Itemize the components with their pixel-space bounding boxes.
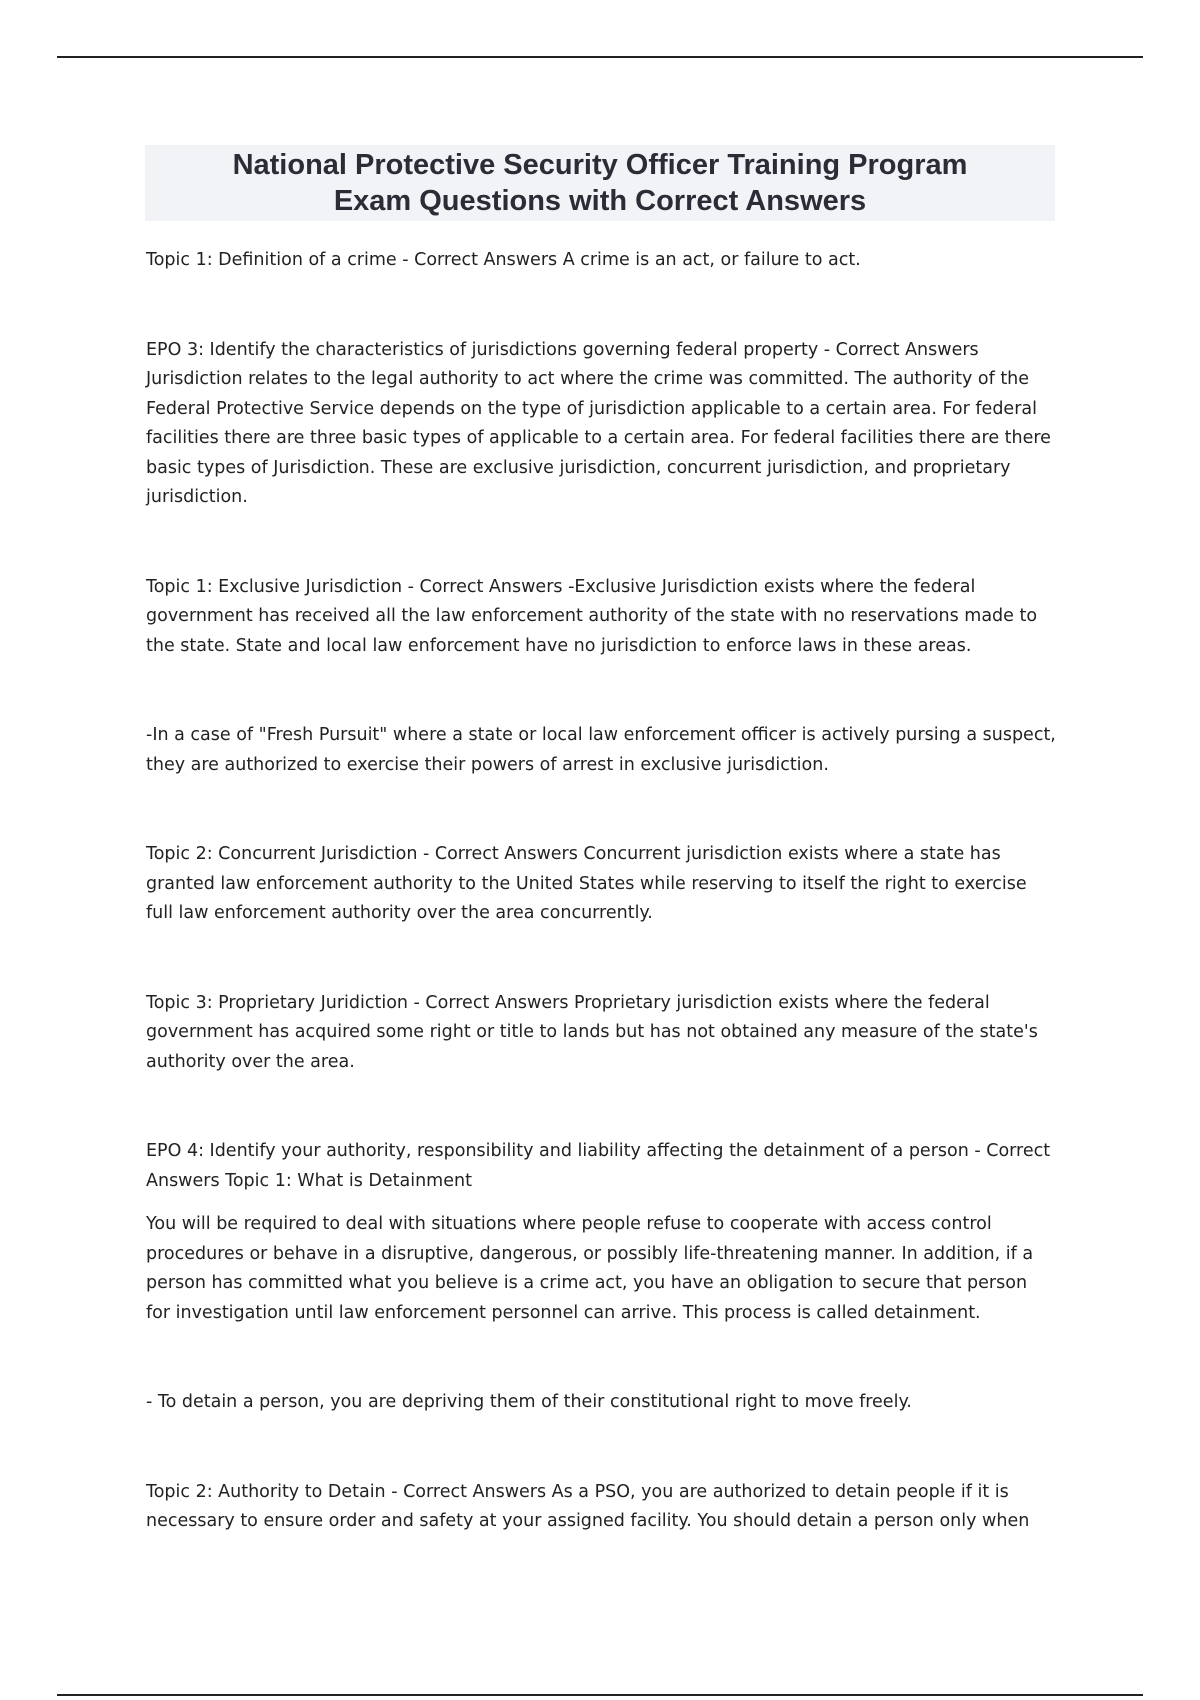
paragraph-detainment-explanation: You will be required to deal with situations where people refuse to cooperate with access control procedures or behave in a disruptive, dangerous, or possibly life-threatening manner. In addition, if a person has committed what you believe is a crime act, you have an obligation to secure that person for investigation until law enforcement personnel can arrive. This process is called detainment. [146, 1214, 1034, 1323]
paragraph-crime-definition: Topic 1: Definition of a crime - Correct Answers A crime is an act, or failure to act. [146, 250, 861, 270]
paragraph-authority-to-detain: Topic 2: Authority to Detain - Correct Answers As a PSO, you are authorized to detain people if it is necessary to ensure order and safety at your assigned facility. You should detain a person only when [146, 1481, 1030, 1531]
paragraph-epo3-jurisdictions: EPO 3: Identify the characteristics of jurisdictions governing federal property - Correct Answers Jurisdiction relates to the legal authority to act where the crime was committed. The authority of the Federal Protective Service depends on the type of jurisdiction applicable to a certain area. For federal facilities there are three basic types of applicable to a certain area. For federal facilities there are there basic types of Jurisdiction. These are exclusive jurisdiction, concurrent jurisdiction, and proprietary jurisdiction. [146, 339, 1051, 507]
paragraph-concurrent-jurisdiction: Topic 2: Concurrent Jurisdiction - Correct Answers Concurrent jurisdiction exists where a state has granted law enforcement authority to the United States while reserving to itself the right to exercise full law enforcement authority over the area concurrently. [146, 844, 1027, 923]
paragraph-detain-constitutional-right: - To detain a person, you are depriving them of their constitutional right to move freely. [146, 1392, 912, 1412]
paragraph-proprietary-jurisdiction: Topic 3: Proprietary Juridiction - Correct Answers Proprietary jurisdiction exists where the federal government has acquired some right or title to lands but has not obtained any measure of the state's authority over the area. [146, 992, 1038, 1072]
document-title-line-2: Exam Questions with Correct Answers [333, 185, 867, 217]
document-title-banner [145, 145, 1055, 221]
document-title-line-1: National Protective Security Officer Training Program [232, 149, 968, 181]
paragraph-exclusive-jurisdiction: Topic 1: Exclusive Jurisdiction - Correct Answers -Exclusive Jurisdiction exists where the federal government has received all the law enforcement authority of the state with no reservations made to the state. State and local law enforcement have no jurisdiction to enforce laws in these areas. [146, 576, 1038, 656]
bottom-rule [57, 1694, 1143, 1696]
top-rule [57, 56, 1143, 58]
document-body [146, 246, 1056, 1537]
paragraph-fresh-pursuit: -In a case of "Fresh Pursuit" where a state or local law enforcement officer is actively pursing a suspect, they are authorized to exercise their powers of arrest in exclusive jurisdiction. [146, 725, 1056, 775]
paragraph-epo4-detainment: EPO 4: Identify your authority, responsibility and liability affecting the detainment of a person - Correct Answers Topic 1: What is Detainment [146, 1141, 1051, 1191]
